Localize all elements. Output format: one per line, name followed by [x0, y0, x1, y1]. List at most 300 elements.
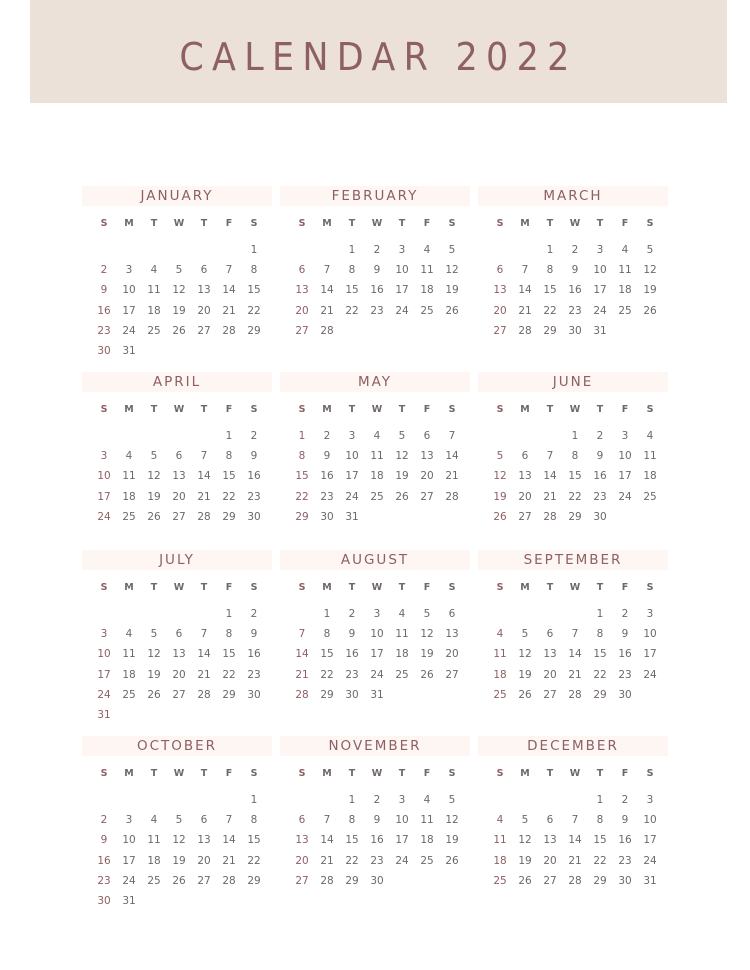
month-name: JANUARY [82, 186, 272, 206]
day-cell: 19 [445, 284, 459, 297]
day-cell: 20 [518, 490, 532, 503]
day-cell: 20 [295, 854, 309, 867]
day-cell: 21 [197, 490, 211, 503]
weekday-label: T [150, 582, 158, 593]
day-cell: 14 [320, 834, 334, 847]
day-cell: 15 [593, 648, 607, 661]
day-cell: 5 [448, 794, 456, 806]
day-cell: 1 [596, 608, 604, 620]
day-cell: 10 [643, 814, 657, 827]
weekday-label: F [621, 768, 629, 779]
day-cell: 4 [496, 628, 504, 641]
day-cell: 25 [147, 874, 161, 887]
day-cell: 27 [172, 510, 186, 523]
day-cell: 25 [122, 510, 136, 523]
month-december [478, 736, 668, 887]
day-cell: 13 [543, 648, 557, 661]
day-cell: 19 [420, 648, 434, 661]
weekday-label: S [100, 582, 108, 593]
day-cell: 3 [398, 794, 406, 806]
weekday-label: S [646, 768, 654, 779]
day-cell: 22 [568, 490, 582, 503]
day-cell: 23 [97, 324, 111, 337]
day-cell: 11 [122, 648, 136, 661]
day-cell: 10 [618, 450, 632, 463]
day-cell: 2 [100, 814, 108, 827]
day-cell: 1 [250, 244, 258, 256]
day-cell: 17 [97, 668, 111, 681]
day-cell: 7 [323, 814, 331, 827]
month-name: SEPTEMBER [478, 550, 668, 570]
weekday-label: W [569, 218, 581, 229]
day-cell: 19 [445, 834, 459, 847]
day-cell: 27 [445, 668, 459, 681]
month-name: FEBRUARY [280, 186, 470, 206]
day-cell: 25 [493, 688, 507, 701]
day-cell: 30 [618, 688, 632, 701]
day-cell: 17 [395, 834, 409, 847]
day-cell: 2 [100, 264, 108, 277]
day-cell: 27 [295, 874, 309, 887]
weekday-label: M [520, 404, 530, 415]
month-february [280, 186, 470, 337]
day-cell: 29 [320, 688, 334, 701]
day-cell: 23 [247, 490, 261, 503]
weekday-label: S [298, 404, 306, 415]
day-cell: 24 [122, 874, 136, 887]
day-cell: 27 [543, 874, 557, 887]
day-cell: 17 [395, 284, 409, 297]
month-april [82, 372, 272, 523]
weekday-label: T [398, 768, 406, 779]
day-cell: 25 [370, 490, 384, 503]
day-cell: 2 [323, 430, 331, 442]
weekday-label: S [496, 218, 504, 229]
day-cell: 22 [222, 490, 236, 503]
day-cell: 5 [150, 450, 158, 463]
day-cell: 22 [295, 490, 309, 503]
day-cell: 28 [295, 688, 309, 701]
day-cell: 28 [197, 688, 211, 701]
day-cell: 7 [571, 814, 579, 827]
day-cell: 31 [643, 874, 657, 887]
day-cell: 15 [295, 470, 309, 483]
weekday-label: M [124, 582, 134, 593]
weekday-header [280, 581, 470, 601]
day-cell: 29 [247, 874, 261, 887]
day-cell: 2 [373, 244, 381, 256]
day-cell: 18 [493, 854, 507, 867]
day-cell: 26 [518, 688, 532, 701]
day-cell: 28 [197, 510, 211, 523]
day-cell: 10 [593, 264, 607, 277]
day-cell: 16 [247, 470, 261, 483]
day-cell: 9 [373, 264, 381, 277]
month-name: JUNE [478, 372, 668, 392]
day-cell: 6 [448, 608, 456, 620]
day-cell: 29 [543, 324, 557, 337]
day-cell: 4 [125, 628, 133, 641]
day-cell: 7 [225, 264, 233, 277]
day-cell: 17 [97, 490, 111, 503]
day-cell: 3 [621, 430, 629, 442]
day-cell: 30 [97, 895, 111, 907]
day-cell: 12 [493, 470, 507, 483]
weekday-header [478, 403, 668, 423]
weekday-label: S [496, 582, 504, 593]
day-cell: 17 [643, 834, 657, 847]
month-name: AUGUST [280, 550, 470, 570]
day-cell: 23 [320, 490, 334, 503]
day-cell: 16 [370, 284, 384, 297]
day-cell: 1 [225, 608, 233, 620]
day-cell: 5 [398, 430, 406, 442]
weekday-header [478, 767, 668, 787]
day-cell: 18 [395, 648, 409, 661]
day-cell: 1 [546, 244, 554, 256]
day-cell: 12 [147, 648, 161, 661]
day-cell: 6 [423, 430, 431, 442]
day-cell: 19 [147, 668, 161, 681]
day-cell: 6 [175, 628, 183, 641]
weekday-label: S [448, 218, 456, 229]
day-cell: 21 [445, 470, 459, 483]
day-cell: 16 [618, 834, 632, 847]
day-cell: 15 [320, 648, 334, 661]
weekday-header [280, 403, 470, 423]
day-cell: 18 [420, 834, 434, 847]
weekday-label: S [646, 218, 654, 229]
day-cell: 20 [197, 304, 211, 317]
day-cell: 18 [147, 854, 161, 867]
day-cell: 29 [593, 874, 607, 887]
weekday-label: T [348, 218, 356, 229]
day-cell: 14 [222, 834, 236, 847]
day-cell: 13 [295, 284, 309, 297]
day-cell: 21 [320, 854, 334, 867]
day-cell: 6 [521, 450, 529, 463]
day-cell: 30 [345, 688, 359, 701]
day-cell: 2 [348, 608, 356, 620]
weekday-label: S [100, 218, 108, 229]
day-cell: 22 [593, 668, 607, 681]
weekday-label: T [348, 404, 356, 415]
day-cell: 6 [298, 264, 306, 277]
day-cell: 31 [97, 709, 111, 721]
day-cell: 10 [643, 628, 657, 641]
weekday-label: F [621, 582, 629, 593]
day-cell: 14 [568, 648, 582, 661]
weekday-label: F [423, 582, 431, 593]
day-cell: 10 [395, 814, 409, 827]
month-october [82, 736, 272, 907]
day-cell: 4 [621, 244, 629, 256]
day-cell: 5 [521, 814, 529, 827]
month-november [280, 736, 470, 887]
day-cell: 25 [122, 688, 136, 701]
day-cell: 28 [543, 510, 557, 523]
day-cell: 11 [147, 834, 161, 847]
day-cell: 10 [97, 470, 111, 483]
day-cell: 8 [348, 264, 356, 277]
day-cell: 17 [643, 648, 657, 661]
day-cell: 13 [295, 834, 309, 847]
month-september [478, 550, 668, 701]
day-cell: 29 [247, 324, 261, 337]
day-cell: 22 [345, 854, 359, 867]
day-cell: 29 [345, 874, 359, 887]
day-cell: 6 [496, 264, 504, 277]
weekday-label: M [322, 768, 332, 779]
day-cell: 7 [298, 628, 306, 641]
day-cell: 12 [172, 834, 186, 847]
day-cell: 13 [420, 450, 434, 463]
day-cell: 9 [571, 264, 579, 277]
day-cell: 6 [298, 814, 306, 827]
day-cell: 30 [618, 874, 632, 887]
weekday-header [478, 217, 668, 237]
day-cell: 12 [420, 628, 434, 641]
day-cell: 9 [323, 450, 331, 463]
day-cell: 9 [621, 628, 629, 641]
day-cell: 15 [247, 834, 261, 847]
weekday-label: T [348, 768, 356, 779]
weekday-label: F [225, 582, 233, 593]
day-cell: 24 [643, 854, 657, 867]
weekday-label: T [596, 218, 604, 229]
day-cell: 10 [370, 628, 384, 641]
day-cell: 19 [518, 854, 532, 867]
day-cell: 12 [147, 470, 161, 483]
day-cell: 29 [222, 510, 236, 523]
day-cell: 15 [593, 834, 607, 847]
day-cell: 19 [147, 490, 161, 503]
weekday-header [82, 403, 272, 423]
day-cell: 3 [646, 794, 654, 806]
weekday-label: T [596, 582, 604, 593]
month-name: NOVEMBER [280, 736, 470, 756]
day-cell: 11 [420, 264, 434, 277]
day-cell: 3 [100, 450, 108, 463]
day-cell: 12 [445, 264, 459, 277]
weekday-label: W [371, 768, 383, 779]
month-name: JULY [82, 550, 272, 570]
day-cell: 11 [493, 834, 507, 847]
weekday-label: S [448, 582, 456, 593]
day-cell: 4 [125, 450, 133, 463]
weekday-label: S [100, 404, 108, 415]
day-cell: 19 [493, 490, 507, 503]
day-cell: 8 [596, 814, 604, 827]
weekday-label: F [225, 218, 233, 229]
day-cell: 27 [295, 324, 309, 337]
day-cell: 16 [97, 854, 111, 867]
day-cell: 21 [197, 668, 211, 681]
day-cell: 1 [348, 244, 356, 256]
day-cell: 19 [172, 304, 186, 317]
weekday-label: W [371, 218, 383, 229]
weekday-label: T [398, 582, 406, 593]
day-cell: 14 [320, 284, 334, 297]
weekday-label: W [371, 404, 383, 415]
day-cell: 2 [621, 608, 629, 620]
day-cell: 20 [445, 648, 459, 661]
day-cell: 26 [172, 324, 186, 337]
day-cell: 13 [197, 284, 211, 297]
day-cell: 17 [593, 284, 607, 297]
day-cell: 27 [172, 688, 186, 701]
day-cell: 2 [250, 430, 258, 442]
day-cell: 16 [247, 648, 261, 661]
day-cell: 8 [250, 814, 258, 827]
day-cell: 23 [593, 490, 607, 503]
day-cell: 8 [298, 450, 306, 463]
day-cell: 20 [493, 304, 507, 317]
weekday-label: S [448, 768, 456, 779]
weekday-label: M [520, 582, 530, 593]
day-cell: 22 [320, 668, 334, 681]
weekday-label: T [596, 404, 604, 415]
day-cell: 26 [147, 510, 161, 523]
day-cell: 13 [197, 834, 211, 847]
day-cell: 16 [593, 470, 607, 483]
weekday-label: T [200, 218, 208, 229]
day-cell: 31 [122, 895, 136, 907]
day-cell: 25 [618, 304, 632, 317]
day-cell: 15 [543, 284, 557, 297]
weekday-label: W [173, 404, 185, 415]
day-cell: 13 [493, 284, 507, 297]
day-cell: 7 [448, 430, 456, 442]
day-cell: 14 [568, 834, 582, 847]
day-cell: 5 [423, 608, 431, 620]
day-cell: 28 [320, 874, 334, 887]
weekday-label: T [546, 768, 554, 779]
day-cell: 25 [493, 874, 507, 887]
day-cell: 24 [97, 510, 111, 523]
weekday-label: M [124, 404, 134, 415]
day-cell: 25 [395, 668, 409, 681]
day-cell: 4 [398, 608, 406, 620]
day-cell: 13 [543, 834, 557, 847]
day-cell: 12 [518, 648, 532, 661]
day-cell: 1 [323, 608, 331, 620]
month-may [280, 372, 470, 523]
day-cell: 18 [493, 668, 507, 681]
weekday-label: M [322, 582, 332, 593]
day-cell: 15 [222, 470, 236, 483]
weekday-label: S [298, 582, 306, 593]
day-cell: 21 [568, 668, 582, 681]
day-cell: 1 [596, 794, 604, 806]
day-cell: 1 [298, 430, 306, 442]
weekday-header [82, 767, 272, 787]
day-cell: 26 [445, 304, 459, 317]
day-cell: 2 [571, 244, 579, 256]
weekday-label: M [520, 218, 530, 229]
weekday-header [478, 581, 668, 601]
day-cell: 27 [197, 324, 211, 337]
weekday-label: W [371, 582, 383, 593]
weekday-label: T [200, 404, 208, 415]
day-cell: 13 [172, 470, 186, 483]
day-cell: 2 [373, 794, 381, 806]
day-cell: 26 [172, 874, 186, 887]
day-cell: 11 [370, 450, 384, 463]
day-cell: 28 [568, 688, 582, 701]
day-cell: 19 [518, 668, 532, 681]
day-cell: 10 [122, 284, 136, 297]
day-cell: 31 [345, 510, 359, 523]
month-name: MARCH [478, 186, 668, 206]
day-cell: 24 [618, 490, 632, 503]
day-cell: 14 [518, 284, 532, 297]
month-name: APRIL [82, 372, 272, 392]
weekday-label: T [200, 768, 208, 779]
day-cell: 17 [618, 470, 632, 483]
day-cell: 4 [423, 794, 431, 806]
day-cell: 16 [320, 470, 334, 483]
day-cell: 10 [97, 648, 111, 661]
day-cell: 10 [395, 264, 409, 277]
day-cell: 23 [370, 304, 384, 317]
day-cell: 28 [445, 490, 459, 503]
day-cell: 8 [348, 814, 356, 827]
day-cell: 12 [643, 264, 657, 277]
day-cell: 7 [571, 628, 579, 641]
weekday-label: M [322, 404, 332, 415]
day-cell: 14 [197, 648, 211, 661]
day-cell: 8 [546, 264, 554, 277]
day-cell: 18 [147, 304, 161, 317]
day-cell: 24 [370, 668, 384, 681]
day-cell: 4 [150, 814, 158, 827]
day-cell: 15 [568, 470, 582, 483]
day-cell: 8 [225, 628, 233, 641]
day-cell: 25 [420, 304, 434, 317]
weekday-label: F [621, 218, 629, 229]
day-cell: 11 [493, 648, 507, 661]
day-cell: 7 [521, 264, 529, 277]
day-cell: 11 [147, 284, 161, 297]
day-cell: 21 [518, 304, 532, 317]
day-cell: 6 [546, 628, 554, 641]
day-cell: 8 [571, 450, 579, 463]
day-cell: 26 [518, 874, 532, 887]
day-cell: 23 [345, 668, 359, 681]
day-cell: 24 [643, 668, 657, 681]
weekday-label: F [621, 404, 629, 415]
weekday-header [280, 767, 470, 787]
day-cell: 3 [100, 628, 108, 641]
day-cell: 30 [320, 510, 334, 523]
day-cell: 24 [395, 304, 409, 317]
day-cell: 6 [175, 450, 183, 463]
day-cell: 20 [197, 854, 211, 867]
day-cell: 3 [596, 244, 604, 256]
day-cell: 5 [521, 628, 529, 641]
weekday-label: S [250, 768, 258, 779]
day-cell: 11 [643, 450, 657, 463]
day-cell: 14 [295, 648, 309, 661]
day-cell: 26 [420, 668, 434, 681]
weekday-label: M [322, 218, 332, 229]
day-cell: 12 [445, 814, 459, 827]
day-cell: 14 [445, 450, 459, 463]
day-cell: 22 [247, 304, 261, 317]
day-cell: 21 [320, 304, 334, 317]
day-cell: 2 [621, 794, 629, 806]
